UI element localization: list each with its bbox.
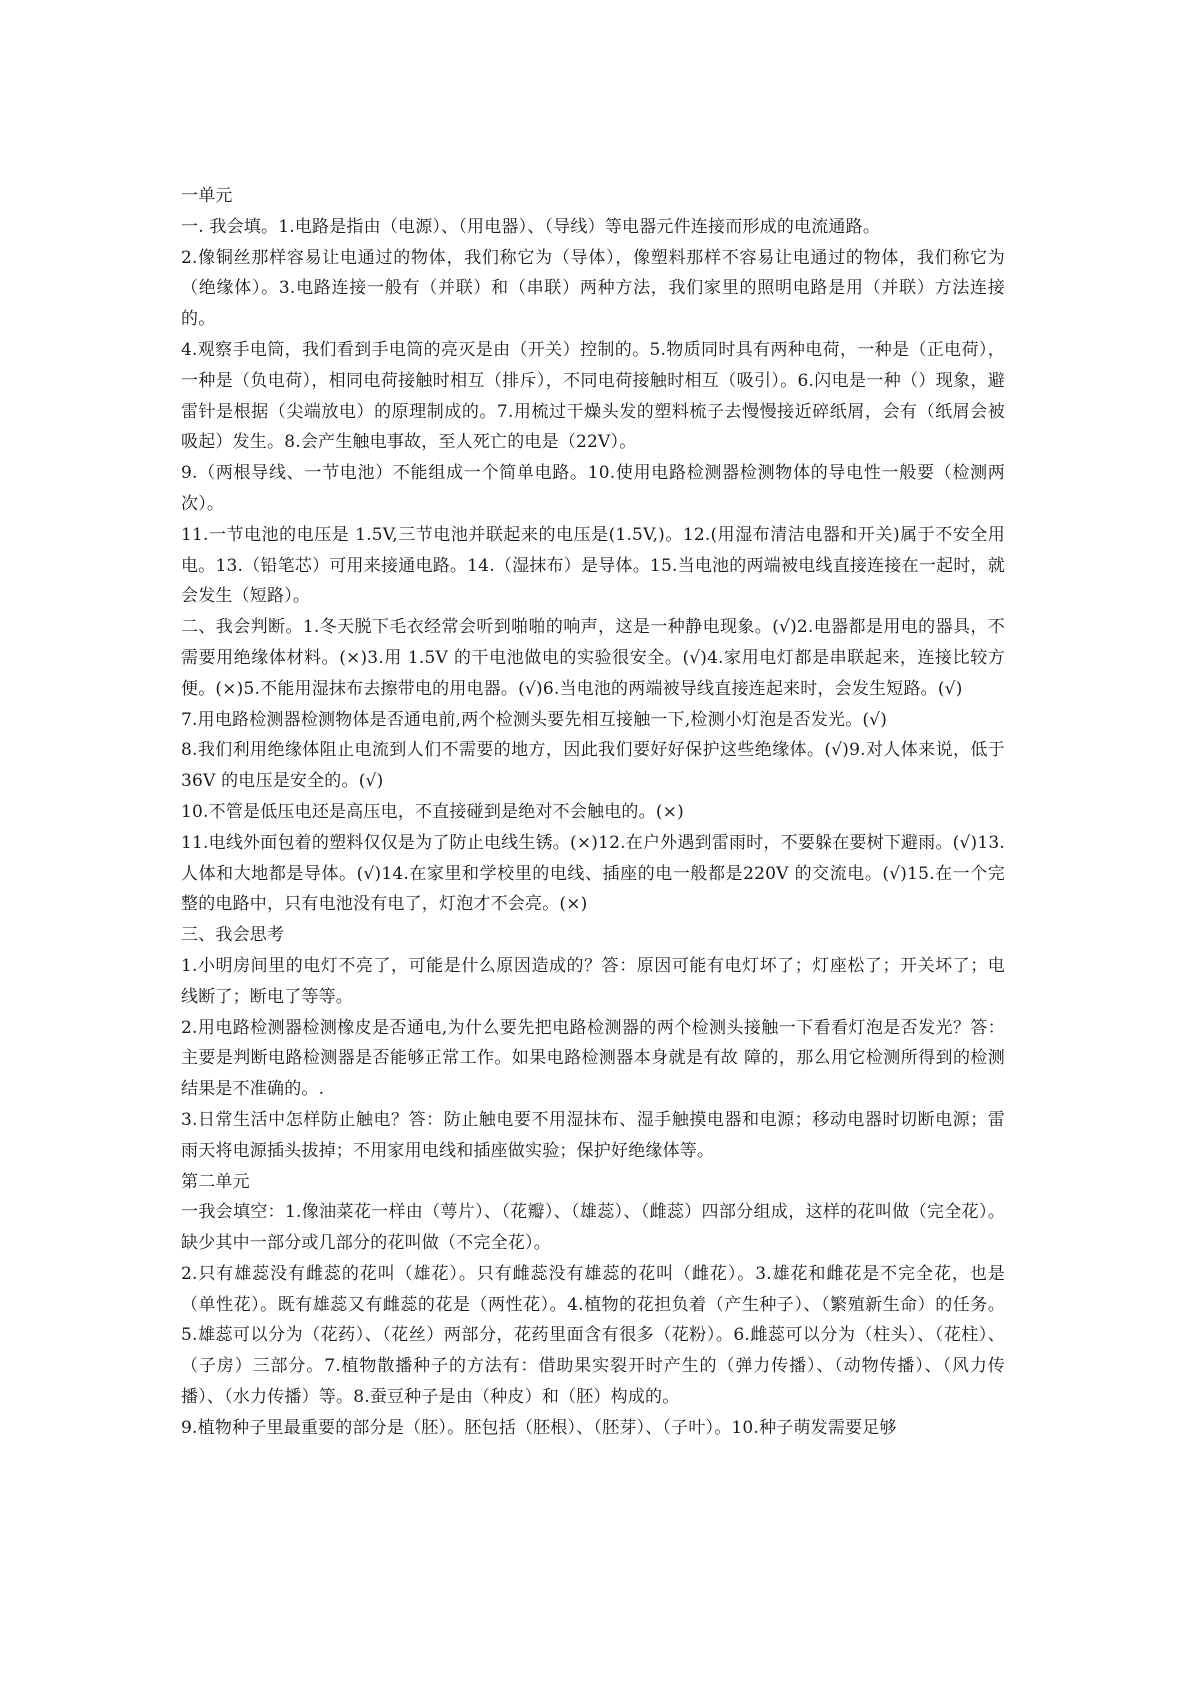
paragraph: 9.（两根导线、一节电池）不能组成一个简单电路。10.使用电路检测器检测物体的导电性一般要（检测两次）。: [181, 463, 1005, 514]
heading-unit-one: 一单元: [181, 186, 233, 206]
paragraph: 一我会填空：1.像油菜花一样由（萼片）、（花瓣）、（雄蕊）、（雌蕊）四部分组成，这样的花叫做（完全花）。缺少其中一部分或几部分的花叫做（不完全花）。: [181, 1202, 1005, 1254]
paragraph: 4.观察手电筒，我们看到手电筒的亮灭是由（开关）控制的。5.物质同时具有两种电荷，一种是（正电荷），一种是（负电荷），相同电荷接触时相互（排斥），不同电荷接触时相互（吸引）。6.闪电是一种（）现象，避雷针是根据（尖端放电）的原理制成的。7.用梳过干燥头发的塑料梳子去慢慢接近碎纸屑，会有（纸屑会被吸起）发生。8.会产生触电事故，至人死亡的电是（22V）。: [181, 339, 1005, 453]
paragraph: 8.我们利用绝缘体阻止电流到人们不需要的地方，因此我们要好好保护这些绝缘体。(√)9.对人体来说，低于 36V 的电压是安全的。(√): [181, 740, 1005, 792]
document-page: [181, 181, 1005, 1444]
paragraph: 2.像铜丝那样容易让电通过的物体，我们称它为（导体），像塑料那样不容易让电通过的物体，我们称它为（绝缘体）。3.电路连接一般有（并联）和（串联）两种方法，我们家里的照明电路是用（并联）方法连接的。: [181, 247, 1005, 330]
paragraph: 9.植物种子里最重要的部分是（胚）。胚包括（胚根）、（胚芽）、（子叶）。10.种子萌发需要足够: [181, 1417, 897, 1438]
paragraph: 一. 我会填。1.电路是指由（电源）、（用电器）、（导线）等电器元件连接而形成的电流通路。: [181, 216, 881, 237]
paragraph: 11.电线外面包着的塑料仅仅是为了防止电线生锈。(×)12.在户外遇到雷雨时，不要躲在要树下避雨。(√)13.人体和大地都是导体。(√)14.在家里和学校里的电线、插座的电一般都是220V 的交流电。(√)15.在一个完整的电路中，只有电池没有电了，灯泡才不会亮。(×): [181, 832, 1005, 915]
heading-unit-two: 第二单元: [181, 1171, 250, 1192]
paragraph: 11.一节电池的电压是 1.5V,三节电池并联起来的电压是(1.5V,)。12.(用湿布清洁电器和开关)属于不安全用电。13.（铅笔芯）可用来接通电路。14.（湿抹布）是导体。15.当电池的两端被电线直接连接在一起时，就会发生（短路）。: [181, 524, 1005, 607]
paragraph: 2.用电路检测器检测橡皮是否通电,为什么要先把电路检测器的两个检测头接触一下看看灯泡是否发光？答：主要是判断电路检测器是否能够正常工作。如果电路检测器本身就是有故 障的，那么用它检测所得到的检测结果是不准确的。.: [181, 1017, 1005, 1100]
paragraph: 二、我会判断。1.冬天脱下毛衣经常会听到啪啪的响声，这是一种静电现象。(√)2.电器都是用电的器具，不需要用绝缘体材料。(×)3.用 1.5V 的干电池做电的实验很安全。(√)4.家用电灯都是串联起来，连接比较方便。(×)5.不能用湿抹布去擦带电的用电器。(√)6.当电池的两端被导线直接连起来时，会发生短路。(√): [181, 617, 1005, 699]
paragraph: 7.用电路检测器检测物体是否通电前,两个检测头要先相互接触一下,检测小灯泡是否发光。(√): [181, 709, 888, 730]
paragraph: 2.只有雄蕊没有雌蕊的花叫（雄花）。只有雌蕊没有雄蕊的花叫（雌花）。3.雄花和雌花是不完全花，也是（单性花）。既有雄蕊又有雌蕊的花是（两性花）。4.植物的花担负着（产生种子）、（繁殖新生命）的任务。5.雄蕊可以分为（花药）、（花丝）两部分，花药里面含有很多（花粉）。6.雌蕊可以分为（柱头）、（花柱）、（子房）三部分。7.植物散播种子的方法有：借助果实裂开时产生的（弹力传播）、（动物传播）、（风力传播）、（水力传播）等。8.蚕豆种子是由（种皮）和（胚）构成的。: [181, 1263, 1005, 1408]
paragraph: 10.不管是低压电还是高压电，不直接碰到是绝对不会触电的。(×): [181, 801, 684, 822]
paragraph: 3.日常生活中怎样防止触电？答：防止触电要不用湿抹布、湿手触摸电器和电源；移动电器时切断电源；雷雨天将电源插头拔掉；不用家用电线和插座做实验；保护好绝缘体等。: [181, 1109, 1005, 1161]
section-heading-thinking: 三、我会思考: [181, 925, 285, 946]
paragraph: 1.小明房间里的电灯不亮了，可能是什么原因造成的？答：原因可能有电灯坏了；灯座松了；开关坏了；电线断了；断电了等等。: [181, 955, 1005, 1007]
